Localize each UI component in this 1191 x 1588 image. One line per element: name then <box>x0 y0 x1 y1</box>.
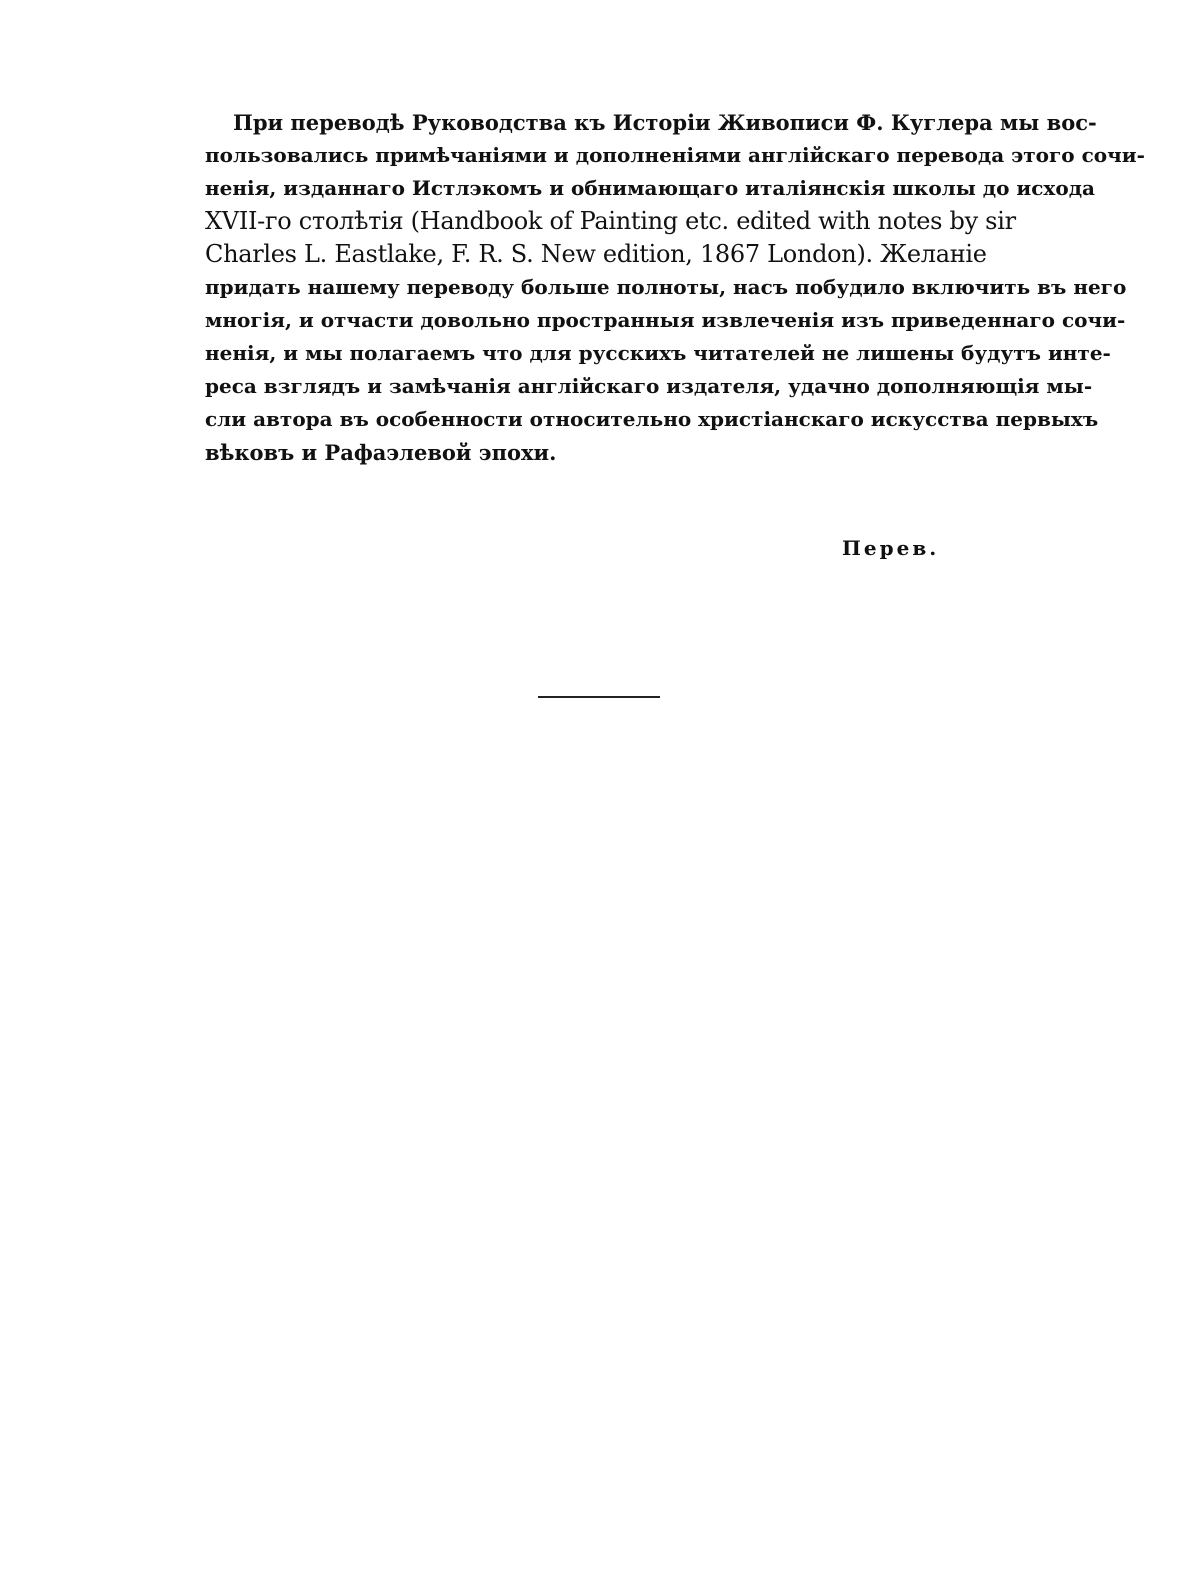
paragraph-line: ненія, изданнаго Истлэкомъ и обнимающаго италіянскія школы до исхода <box>205 176 1095 200</box>
paragraph-line: Charles L. Eastlake, F. R. S. New edition, 1867 London). Желаніе <box>205 240 987 268</box>
paragraph-line: При переводѣ Руководства къ Исторіи Живописи Ф. Куглера мы вос- <box>233 110 1097 135</box>
paragraph-line: ненія, и мы полагаемъ что для русскихъ читателей не лишены будутъ инте- <box>205 341 1111 365</box>
paragraph-line: реса взглядъ и замѣчанія англійскаго издателя, удачно дополняющія мы- <box>205 374 1093 398</box>
translator-signature: Перев. <box>842 536 940 560</box>
paragraph-line: вѣковъ и Рафаэлевой эпохи. <box>205 440 557 465</box>
paragraph-line: придать нашему переводу больше полноты, насъ побудило включить въ него <box>205 275 1127 299</box>
translator-note-paragraph <box>205 106 1145 469</box>
paragraph-line: пользовались примѣчаніями и дополненіями англійскаго перевода этого сочи- <box>205 143 1145 167</box>
paragraph-line: сли автора въ особенности относительно христіанскаго искусства первыхъ <box>205 407 1099 431</box>
paragraph-line: XVII-го столѣтія (Handbook of Painting etc. edited with notes by sir <box>205 207 1016 235</box>
paragraph-line: многія, и отчасти довольно пространныя извлеченія изъ приведеннаго сочи- <box>205 308 1126 332</box>
section-divider <box>538 696 660 698</box>
